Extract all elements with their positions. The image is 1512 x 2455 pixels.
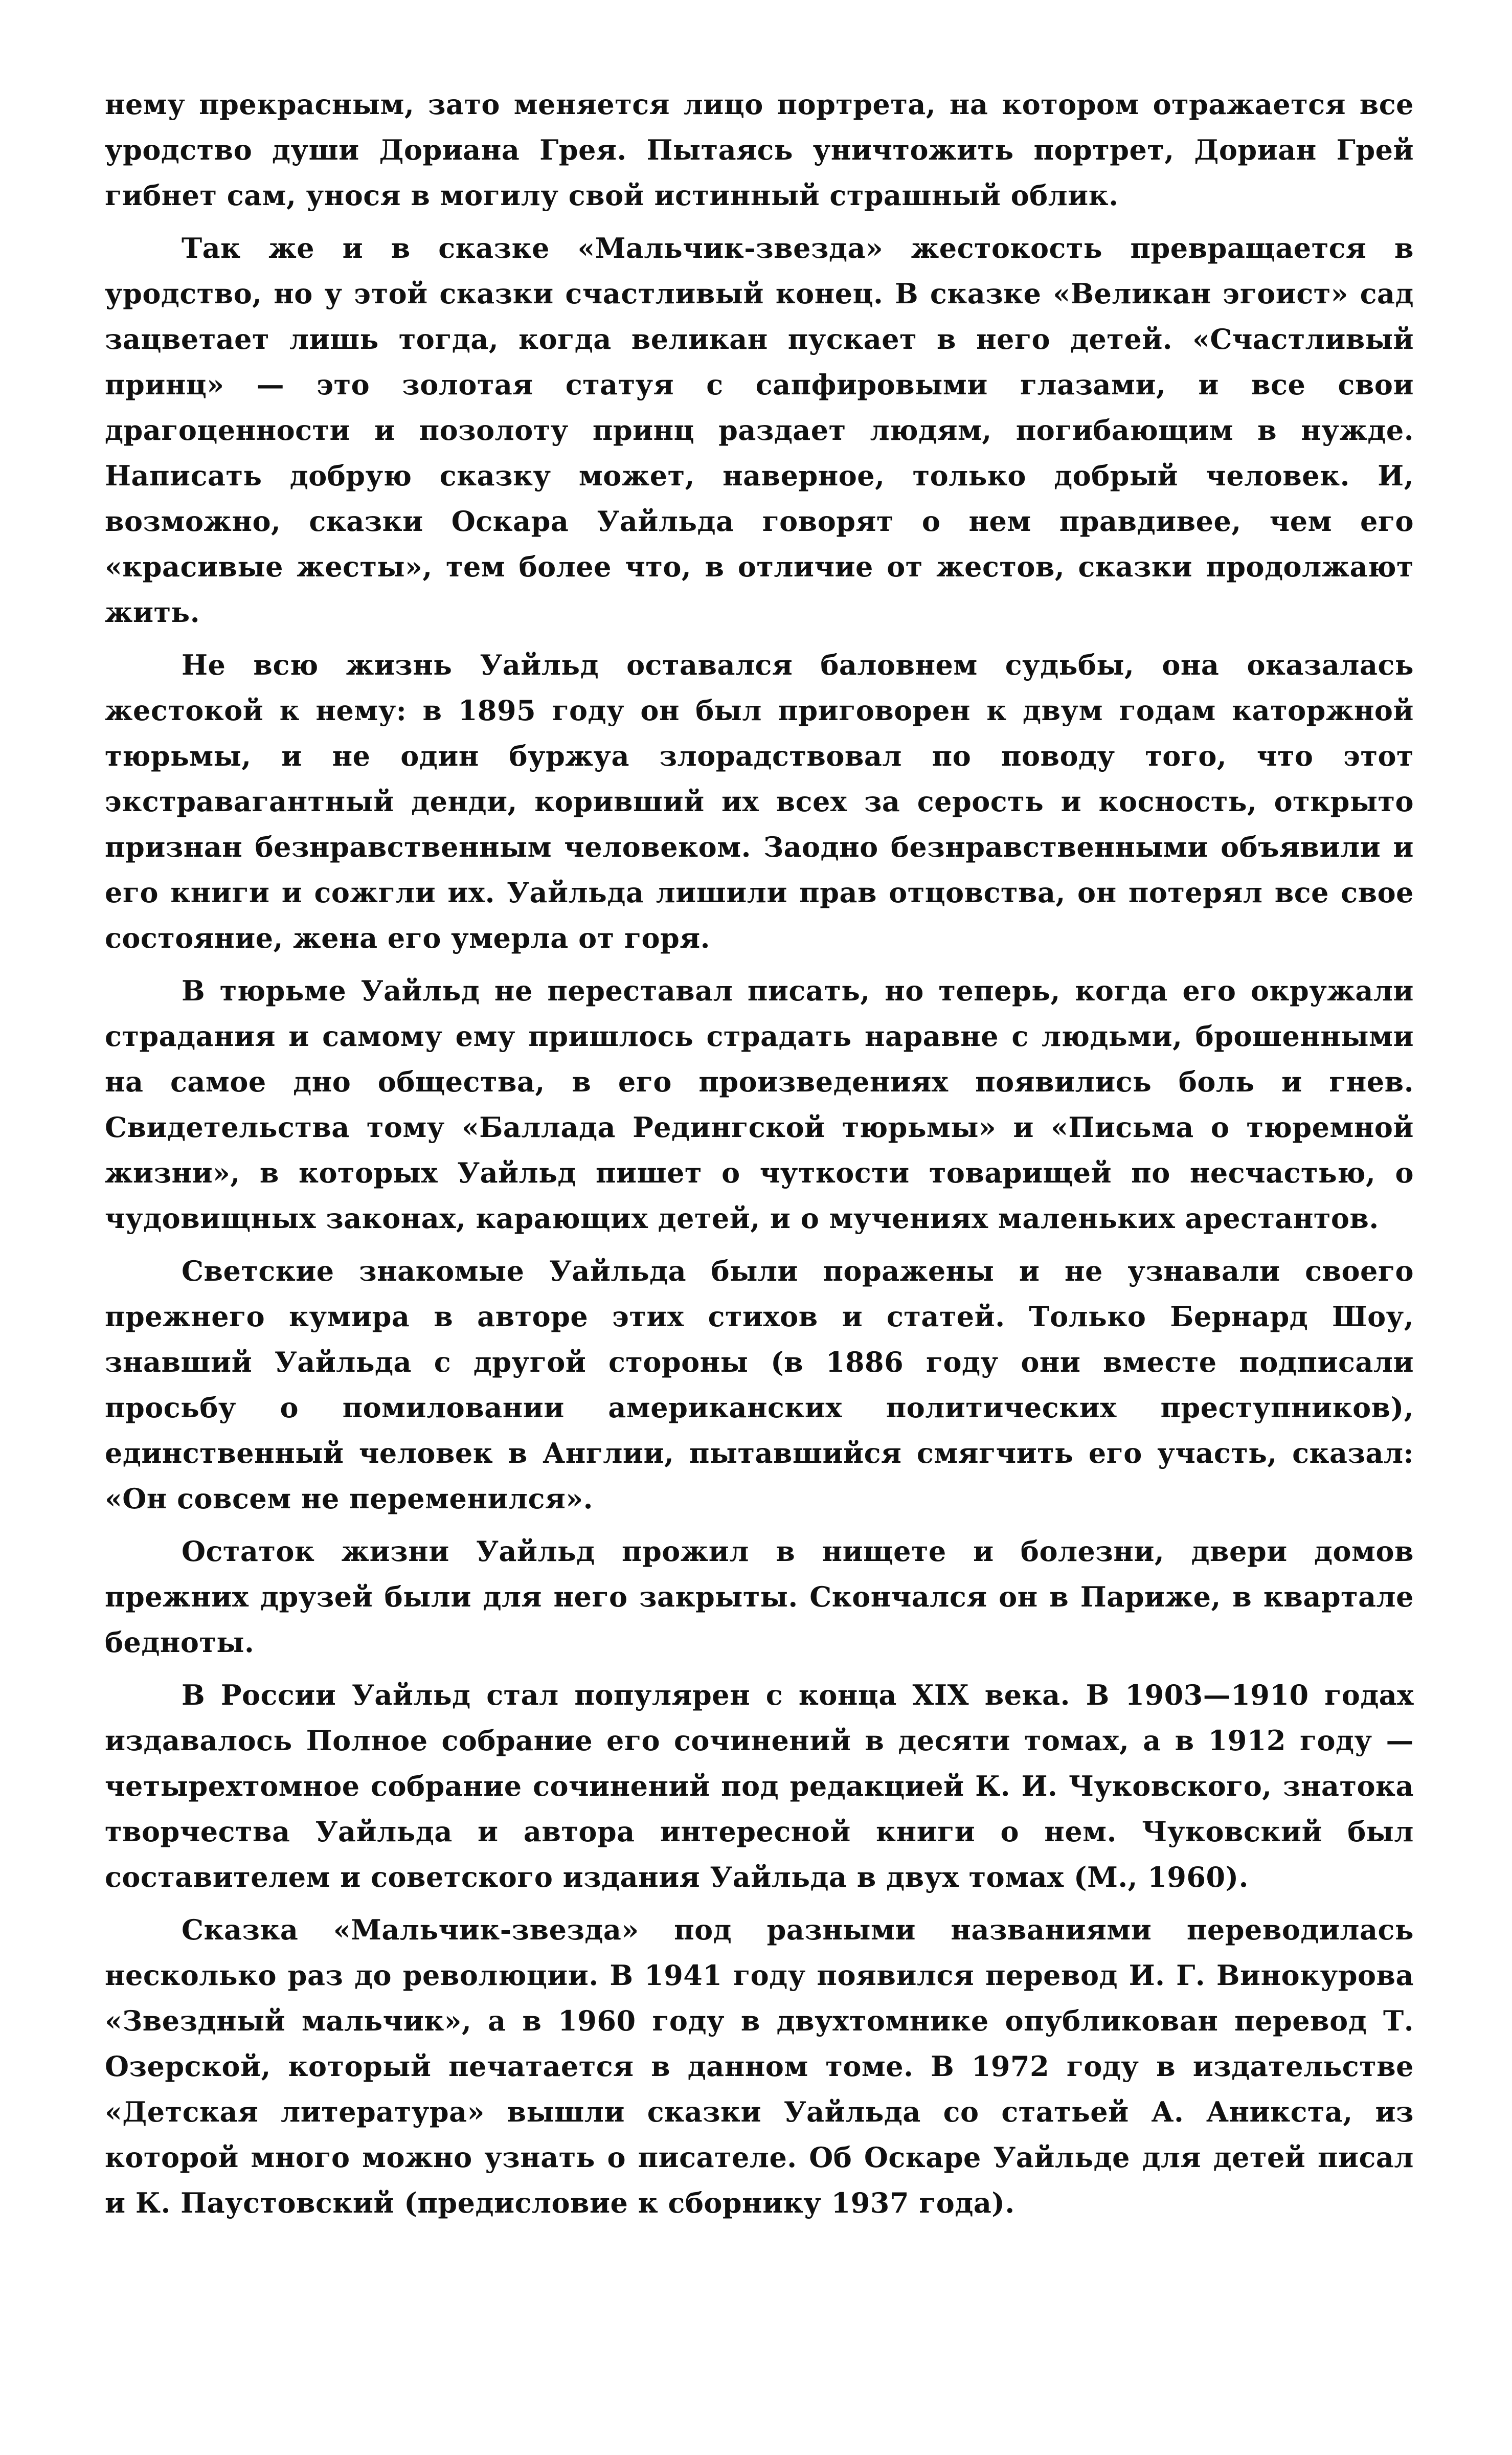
paragraph-8: Сказка «Мальчик-звезда» под разными названиями переводилась несколько раз до революции. В 1941 году появился перевод И. Г. Винокурова «Звездный мальчик», а в 1960 году в двухтомнике опубликован перевод Т. Озерской, который печатается в данном томе. В 1972 году в издательстве «Детская литература» вышли сказки Уайльда со статьей А. Аникста, из которой много можно узнать о писателе. Об Оскаре Уайльде для детей писал и К. Паустовский (предисловие к сборнику 1937 года). (105, 1913, 1414, 2219)
paragraph-3: Не всю жизнь Уайльд оставался баловнем судьбы, она оказалась жестокой к нему: в 1895 году он был приговорен к двум годам каторжной тюрьмы, и не один буржуа злорадствовал по поводу того, что этот экстравагантный денди, коривший их всех за серость и косность, открыто признан безнравственным человеком. Заодно безнравственными объявили и его книги и сожгли их. Уайльда лишили прав отцовства, он потерял все свое состояние, жена его умерла от горя. (105, 649, 1414, 954)
paragraph-7: В России Уайльд стал популярен с конца XIX века. В 1903—1910 годах издавалось Полное собрание его сочинений в десяти томах, а в 1912 году — четырехтомное собрание сочинений под редакцией К. И. Чуковского, знатока творчества Уайльда и автора интересной книги о нем. Чуковский был составителем и советского издания Уайльда в двух томах (М., 1960). (105, 1679, 1414, 1893)
paragraph-6: Остаток жизни Уайльд прожил в нищете и болезни, двери домов прежних друзей были для него закрыты. Скончался он в Париже, в квартале бедноты. (105, 1535, 1414, 1659)
paragraph-2: Так же и в сказке «Мальчик-звезда» жестокость превращается в уродство, но у этой сказки счастливый конец. В сказке «Великан эгоист» сад зацветает лишь тогда, когда великан пускает в него детей. «Счастливый принц» — это золотая статуя с сапфировыми глазами, и все свои драгоценности и позолоту принц раздает людям, погибающим в нужде. Написать добрую сказку может, наверное, только добрый человек. И, возможно, сказки Оскара Уайльда говорят о нем правдивее, чем его «красивые жесты», тем более что, в отличие от жестов, сказки продолжают жить. (105, 232, 1414, 629)
paragraph-5: Светские знакомые Уайльда были поражены и не узнавали своего прежнего кумира в авторе этих стихов и статей. Только Бернард Шоу, знавший Уайльда с другой стороны (в 1886 году они вместе подписали просьбу о помиловании американских политических преступников), единственный человек в Англии, пытавшийся смягчить его участь, сказал: «Он совсем не переменился». (105, 1255, 1414, 1515)
paragraph-1: нему прекрасным, зато меняется лицо портрета, на котором отражается все уродство души Дориана Грея. Пытаясь уничтожить портрет, Дориан Грей гибнет сам, унося в могилу свой истинный страшный облик. (105, 88, 1414, 212)
paragraph-4: В тюрьме Уайльд не переставал писать, но теперь, когда его окружали страдания и самому ему пришлось страдать наравне с людьми, брошенными на самое дно общества, в его произведениях появились боль и гнев. Свидетельства тому «Баллада Редингской тюрьмы» и «Письма о тюремной жизни», в которых Уайльд пишет о чуткости товарищей по несчастью, о чудовищных законах, карающих детей, и о мучениях маленьких арестантов. (105, 974, 1414, 1235)
page-text (105, 82, 1414, 2233)
